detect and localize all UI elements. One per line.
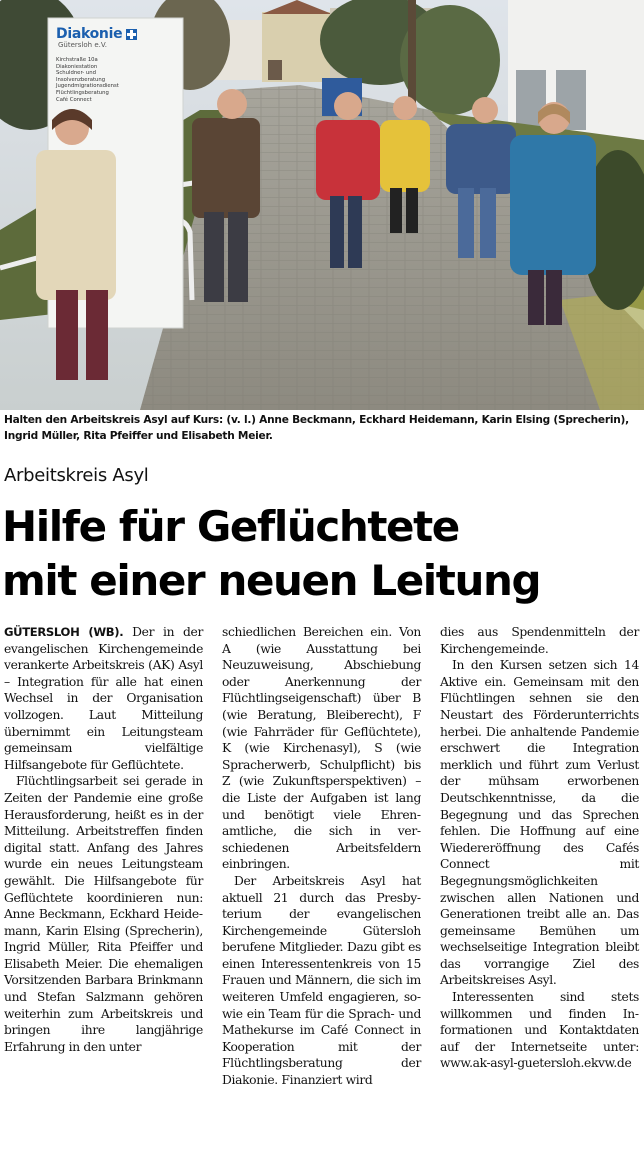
article-headline: Hilfe für Geflüchtete mit einer neuen Leitung [2, 502, 541, 605]
article-paragraph [4, 624, 203, 773]
article-photo [0, 0, 644, 410]
sign-brand: Diakonie [56, 26, 123, 42]
sign-service-item: Jugendmigrationsdienst [56, 83, 119, 90]
sign-service-item: Café Connect [56, 96, 92, 103]
article-paragraph: Der Arbeitskreis Asyl hat aktuell 21 durch das Presbyterium der evangelischen Kirchengemeinde Gütersloh berufene Mitglieder. Dazu gibt es einen Interessentenkreis von 15 Frauen und Männern, die sich im weiteren Umfeld engagieren, sowie ein Team für die Sprach- und Mathekurse im Café Connect in Kooperation mit der Flüchtlingsberatung der Diakonie. Finanziert wird [222, 873, 421, 1088]
article-column-3 [440, 624, 639, 1072]
article-paragraph: In den Kursen setzen sich 14 Aktive ein. Gemeinsam mit den Flüchtlingen sehnen sie den Neustart des Förderunterrichts herbei. Die anhaltende Pandemie erschwert die Integration merklich und führt zum Verlust der mühsam erworbenen Deutschkenntnisse, da die Begegnung und das Sprechen fehlen. Die Hoffnung auf eine Wiedereröffnung des Cafés Connect mit Begegnungsmöglichkeiten zwischen allen Nationen und Generationen treibt alle an. Das gemeinsame Bemühen um wechselseitige Integration bleibt das vorrangige Ziel des Arbeitskreises Asyl. [440, 658, 639, 988]
sign-service-list [56, 57, 180, 103]
article-paragraph: dies aus Spendenmitteln der Kirchengemeinde. [440, 625, 639, 656]
dateline: GÜTERSLOH (WB). [4, 625, 124, 639]
article-paragraph: schiedlichen Bereichen ein. Von A (wie Ausstattung bei Neuzuweisung, Abschiebung oder Anerkennung der Flüchtlingseigenschaft) über B (wie Beratung, Bleiberecht), F (wie Fahrräder für Geflüchtete), K (wie Kirchenasyl), S (wie Spracherwerb, Schulpflicht) bis Z (wie Zukunftsperspektiven) – die Liste der Aufgaben ist lang und benötigt viele Ehrenamtliche, die sich in verschiedenen Arbeitsfeldern einbringen. [222, 625, 421, 872]
sign-panel [56, 26, 180, 103]
sign-service-item: Kirchstraße 10a [56, 57, 98, 63]
article-column-1 [4, 624, 203, 1055]
diakonie-cross-icon [126, 29, 137, 40]
sign-service-item: Insolvenzberatung [56, 76, 106, 83]
article-kicker: Arbeitskreis Asyl [4, 465, 149, 486]
sign-service-item: Flüchtlingsberatung [56, 89, 109, 96]
sign-service-item: Schuldner- und [56, 70, 96, 77]
article-paragraph: Interessenten sind stets willkommen und finden Informationen und Kontaktdaten auf der Internetseite unter: www.ak-asyl-guetersloh.ekvw.de [440, 990, 639, 1071]
sign-org: Gütersloh e.V. [58, 41, 107, 49]
photo-caption: Halten den Arbeitskreis Asyl auf Kurs: (v. l.) Anne Beckmann, Eckhard Heidemann, Karin Elsing (Sprecherin), Ingrid Müller, Rita Pfeiffer und Elisabeth Meier. [4, 414, 629, 442]
sign-service-item: Diakoniestation [56, 63, 98, 70]
paragraph-text: Der in der evangelischen Kirchengemeinde verankerte Arbeitskreis (AK) Asyl – Integration für alle hat einen Wechsel in der Organisation vollzogen. Laut Mitteilung übernimmt ein Leitungsteam gemeinsam vielfältige Hilfsangebote für Geflüchtete. [4, 625, 203, 772]
article-paragraph: Flüchtlingsarbeit sei gerade in Zeiten der Pandemie eine große Herausforderung, heißt es in der Mitteilung. Arbeitstreffen finden digital statt. Anfang des Jahres wurde ein neues Leitungsteam gewählt. Die Hilfsangebote für Geflüchtete koordinieren nun: Anne Beckmann, Eckhard Heidemann, Karin Elsing (Sprecherin), Ingrid Müller, Rita Pfeiffer und Elisabeth Meier. Die ehemaligen Vorsitzenden Barbara Brinkmann und Stefan Salzmann gehören weiterhin zum Arbeitskreis und bringen ihre langjährige Erfahrung in den unter [4, 774, 203, 1054]
article-column-2 [222, 624, 421, 1089]
